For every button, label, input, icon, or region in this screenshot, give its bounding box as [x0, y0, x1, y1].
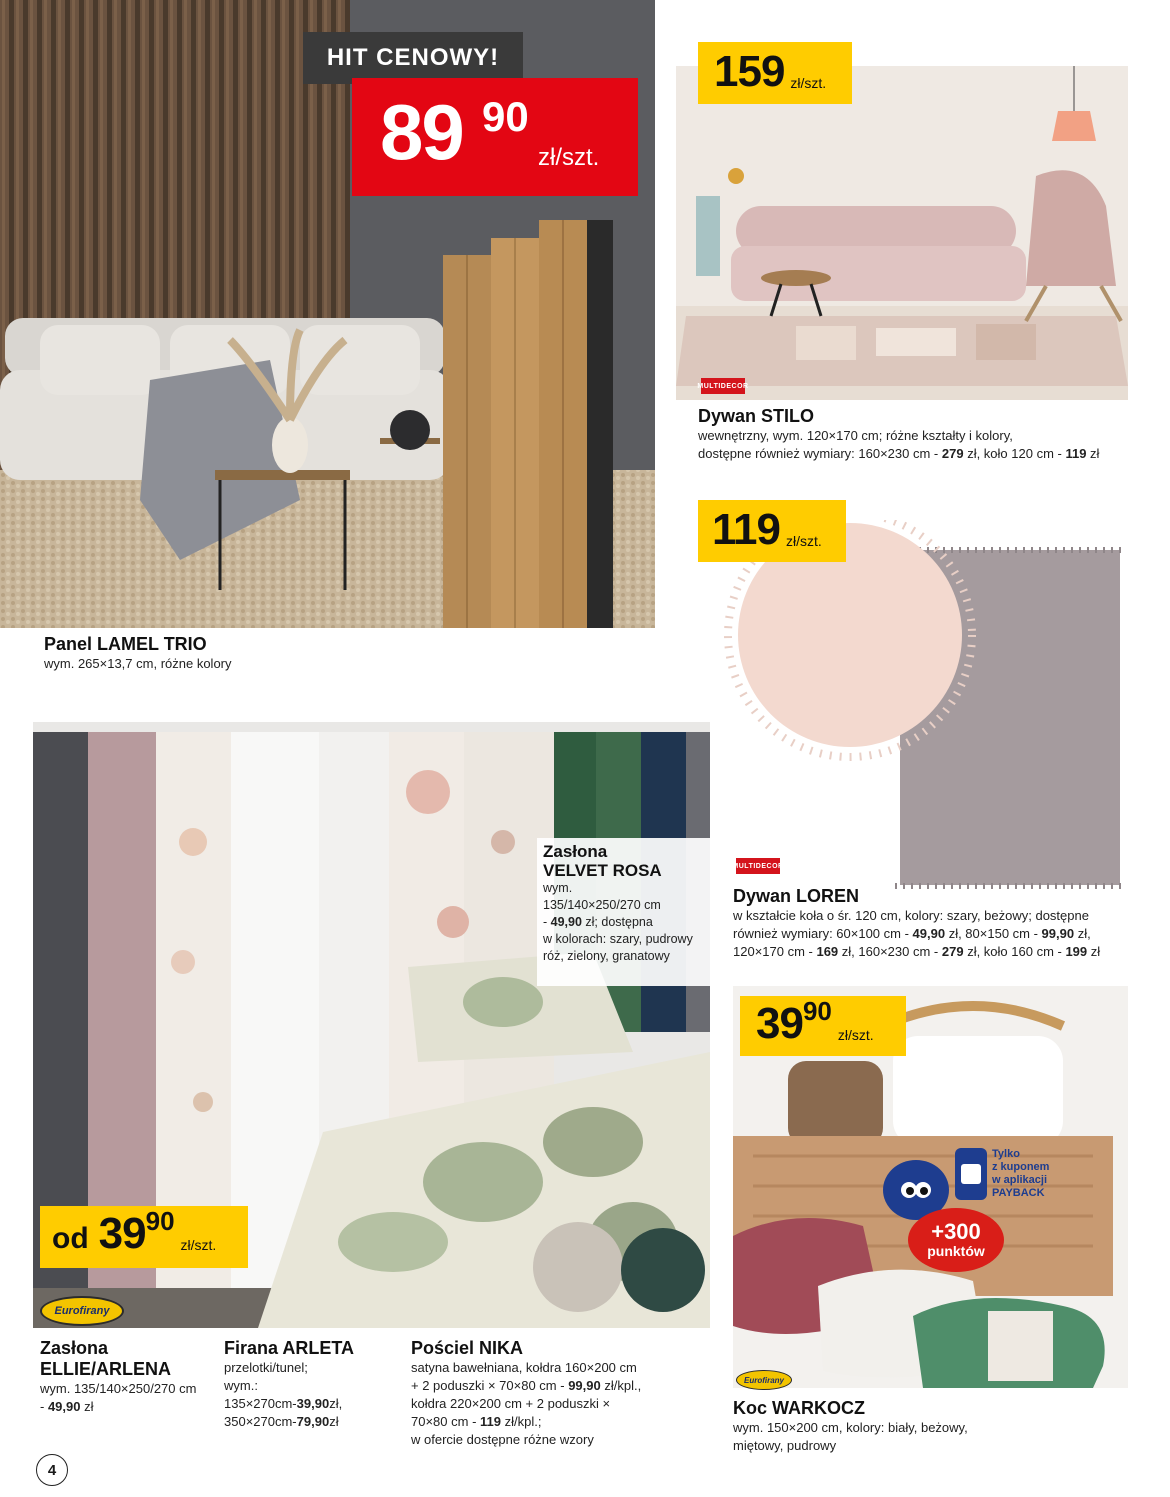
- stilo-price-int: 159: [714, 47, 785, 96]
- payback-l3: w aplikacji: [992, 1174, 1048, 1186]
- lamel-price-dec: 90: [482, 93, 529, 140]
- stilo-room-illustration: [676, 66, 1128, 400]
- payback-l4: PAYBACK: [992, 1187, 1045, 1199]
- loren-photo: [705, 520, 1140, 900]
- arleta-title: Firana ARLETA: [224, 1338, 355, 1358]
- ellie-l2: - 49,90 zł: [40, 1399, 94, 1414]
- stilo-price-tag: [698, 42, 852, 104]
- stilo-caption: [698, 406, 1138, 463]
- hit-badge: HIT CENOWY!: [303, 32, 523, 84]
- curtains-price-unit: zł/szt.: [180, 1237, 217, 1253]
- velvet-rosa-box: [537, 838, 712, 986]
- loren-desc-line1: w kształcie koła o śr. 120 cm, kolory: szary, beżowy; dostępne: [733, 908, 1089, 923]
- koc-price-unit: zł/szt.: [837, 1027, 874, 1043]
- curtains-price-dec: 90: [145, 1206, 175, 1236]
- loren-caption: [733, 886, 1153, 961]
- payback-info: [992, 1148, 1062, 1200]
- payback-l2: z kuponem: [992, 1161, 1050, 1173]
- ellie-l1: wym. 135/140×250/270 cm: [40, 1381, 197, 1396]
- lamel-desc: wym. 265×13,7 cm, różne kolory: [44, 656, 232, 671]
- nika-caption: [411, 1338, 711, 1449]
- mascot-eyes-icon: [896, 1178, 936, 1202]
- velvet-rosa-title2: VELVET ROSA: [543, 861, 662, 880]
- stilo-brand-logo: MULTIDECOR: [701, 378, 745, 394]
- nika-l4: 70×80 cm - 119 zł/kpl.;: [411, 1414, 542, 1429]
- loren-title: Dywan LOREN: [733, 886, 860, 906]
- loren-price-tag: [698, 500, 846, 562]
- velvet-rosa-l4: w kolorach: szary, pudrowy: [543, 932, 693, 946]
- lamel-price-unit: zł/szt.: [538, 144, 600, 171]
- ellie-title1: Zasłona: [40, 1338, 109, 1358]
- velvet-rosa-l1: wym.: [543, 881, 573, 895]
- koc-title: Koc WARKOCZ: [733, 1398, 865, 1418]
- loren-price-unit: zł/szt.: [785, 533, 822, 549]
- stilo-price-unit: zł/szt.: [790, 75, 827, 91]
- lamel-caption: [44, 634, 424, 673]
- curtains-price-prefix: od: [52, 1222, 89, 1255]
- curtains-price-tag: [40, 1206, 248, 1268]
- loren-rugs-illustration: [705, 520, 1140, 900]
- arleta-l2: wym.:: [224, 1378, 258, 1393]
- lamel-price-int: 89: [380, 88, 463, 176]
- payback-points-badge: [908, 1208, 1004, 1272]
- arleta-l1: przelotki/tunel;: [224, 1360, 308, 1375]
- koc-caption: [733, 1398, 1133, 1455]
- velvet-rosa-title1: Zasłona: [543, 842, 608, 861]
- loren-desc-line2: również wymiary: 60×100 cm - 49,90 zł, 80×150 cm - 99,90 zł,: [733, 926, 1091, 941]
- loren-brand-logo: MULTIDECOR: [736, 858, 780, 874]
- payback-phone-icon: [955, 1148, 987, 1200]
- stilo-photo: [676, 66, 1128, 400]
- koc-eurofirany-logo: Eurofirany: [736, 1370, 792, 1390]
- velvet-rosa-l2: 135/140×250/270 cm: [543, 898, 661, 912]
- koc-price-int: 39: [756, 999, 803, 1048]
- ellie-caption: [40, 1338, 240, 1416]
- velvet-rosa-l5: róż, zielony, granatowy: [543, 949, 670, 963]
- koc-price-tag: [740, 996, 906, 1056]
- ellie-title2: ELLIE/ARLENA: [40, 1359, 172, 1379]
- lamel-price-tag: [352, 78, 638, 196]
- koc-price-dec: 90: [802, 996, 832, 1026]
- page-number: 4: [36, 1454, 68, 1486]
- points-label: punktów: [927, 1243, 985, 1259]
- koc-desc-line1: wym. 150×200 cm, kolory: biały, beżowy,: [733, 1420, 968, 1435]
- arleta-l4: 350×270cm-79,90zł: [224, 1414, 339, 1429]
- lamel-title: Panel LAMEL TRIO: [44, 634, 207, 654]
- eurofirany-logo: Eurofirany: [40, 1296, 124, 1326]
- points-amount: +300: [931, 1219, 981, 1244]
- loren-price-int: 119: [712, 505, 780, 554]
- nika-title: Pościel NIKA: [411, 1338, 524, 1358]
- payback-l1: Tylko: [992, 1148, 1020, 1160]
- nika-l5: w ofercie dostępne różne wzory: [411, 1432, 594, 1447]
- arleta-caption: [224, 1338, 404, 1431]
- velvet-rosa-l3: - 49,90 zł; dostępna: [543, 915, 653, 929]
- loren-desc-line3: 120×170 cm - 169 zł, 160×230 cm - 279 zł, koło 160 cm - 199 zł: [733, 944, 1101, 959]
- stilo-title: Dywan STILO: [698, 406, 815, 426]
- stilo-desc-line2: dostępne również wymiary: 160×230 cm - 279 zł, koło 120 cm - 119 zł: [698, 446, 1100, 461]
- arleta-l3: 135×270cm-39,90zł,: [224, 1396, 343, 1411]
- curtains-price-int: 39: [98, 1209, 146, 1258]
- stilo-desc-line1: wewnętrzny, wym. 120×170 cm; różne kształty i kolory,: [698, 428, 1013, 443]
- koc-desc-line2: miętowy, pudrowy: [733, 1438, 837, 1453]
- nika-l1: satyna bawełniana, kołdra 160×200 cm: [411, 1360, 637, 1375]
- nika-l2: + 2 poduszki × 70×80 cm - 99,90 zł/kpl.,: [411, 1378, 642, 1393]
- nika-l3: kołdra 220×200 cm + 2 poduszki ×: [411, 1396, 611, 1411]
